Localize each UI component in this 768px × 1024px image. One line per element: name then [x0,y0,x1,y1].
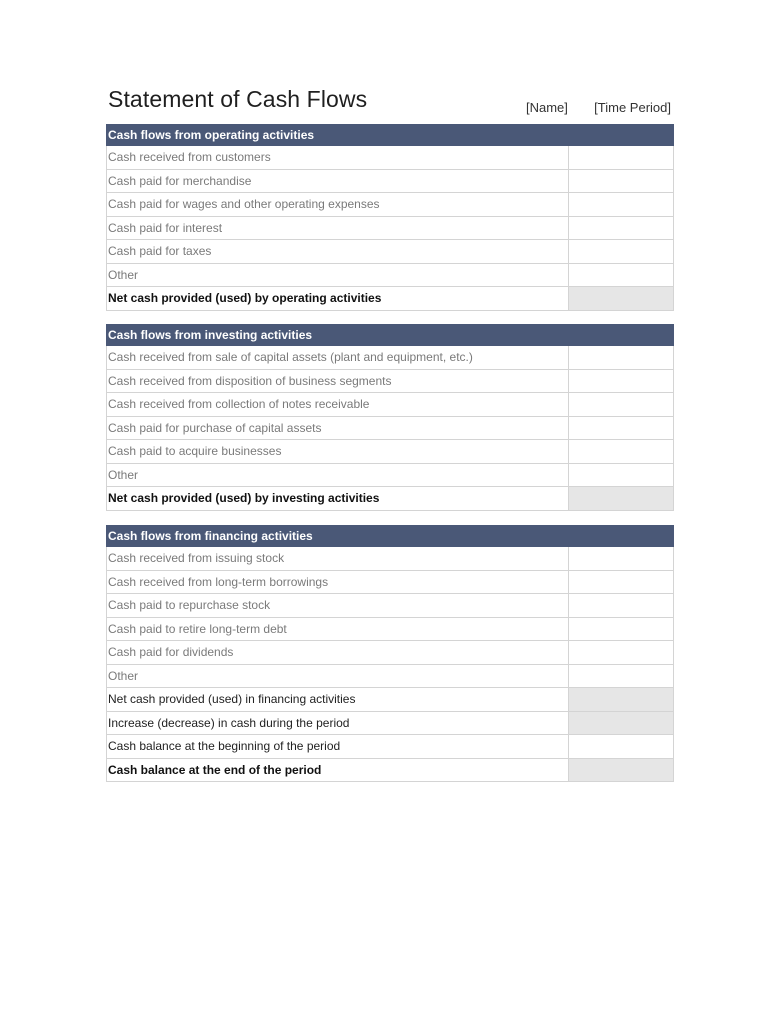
total-label: Net cash provided (used) by operating activities [107,287,569,310]
row-label: Cash paid for wages and other operating expenses [107,193,569,216]
table-row [106,571,674,595]
total-row [106,487,674,511]
amount-cell[interactable] [569,464,673,487]
table-row [106,547,674,571]
ending-balance-amount-cell[interactable] [569,759,673,782]
amount-cell[interactable] [569,571,673,594]
amount-cell[interactable] [569,146,673,169]
ending-balance-row [106,759,674,783]
cash-increase-row [106,712,674,736]
row-label: Cash received from customers [107,146,569,169]
table-row [106,346,674,370]
total-row [106,287,674,311]
financing-section-header: Cash flows from financing activities [106,525,674,547]
row-label: Cash paid for interest [107,217,569,240]
table-row [106,170,674,194]
net-financing-amount-cell[interactable] [569,688,673,711]
investing-section [106,324,674,511]
operating-section-header: Cash flows from operating activities [106,124,674,146]
table-row [106,440,674,464]
cash-increase-amount-cell[interactable] [569,712,673,735]
table-row [106,665,674,689]
amount-cell[interactable] [569,440,673,463]
row-label: Other [107,665,569,688]
table-row [106,393,674,417]
amount-cell[interactable] [569,170,673,193]
row-label: Cash received from sale of capital assets (plant and equipment, etc.) [107,346,569,369]
row-label: Cash paid for dividends [107,641,569,664]
beginning-balance-label: Cash balance at the beginning of the period [107,735,569,758]
row-label: Other [107,264,569,287]
table-row [106,264,674,288]
row-label: Cash paid to repurchase stock [107,594,569,617]
amount-cell[interactable] [569,547,673,570]
table-row [106,417,674,441]
beginning-balance-amount-cell[interactable] [569,735,673,758]
beginning-balance-row [106,735,674,759]
amount-cell[interactable] [569,193,673,216]
table-row [106,641,674,665]
row-label: Cash paid for taxes [107,240,569,263]
table-row [106,370,674,394]
row-label: Cash paid to acquire businesses [107,440,569,463]
amount-cell[interactable] [569,618,673,641]
table-row [106,464,674,488]
financing-section [106,525,674,782]
name-field[interactable]: [Name] [526,100,568,115]
row-label: Cash received from disposition of business segments [107,370,569,393]
row-label: Cash received from long-term borrowings [107,571,569,594]
table-row [106,217,674,241]
page-title: Statement of Cash Flows [108,86,368,112]
cash-increase-label: Increase (decrease) in cash during the period [107,712,569,735]
time-period-field[interactable]: [Time Period] [594,100,671,115]
amount-cell[interactable] [569,417,673,440]
operating-section [106,124,674,311]
table-row [106,618,674,642]
table-row [106,594,674,618]
amount-cell[interactable] [569,370,673,393]
amount-cell[interactable] [569,264,673,287]
amount-cell[interactable] [569,665,673,688]
row-label: Cash paid to retire long-term debt [107,618,569,641]
amount-cell[interactable] [569,393,673,416]
row-label: Other [107,464,569,487]
net-financing-label: Net cash provided (used) in financing activities [107,688,569,711]
investing-section-header: Cash flows from investing activities [106,324,674,346]
row-label: Cash received from issuing stock [107,547,569,570]
ending-balance-label: Cash balance at the end of the period [107,759,569,782]
total-amount-cell[interactable] [569,287,673,310]
table-row [106,146,674,170]
row-label: Cash paid for merchandise [107,170,569,193]
total-amount-cell[interactable] [569,487,673,510]
row-label: Cash paid for purchase of capital assets [107,417,569,440]
total-label: Net cash provided (used) by investing activities [107,487,569,510]
amount-cell[interactable] [569,641,673,664]
amount-cell[interactable] [569,217,673,240]
amount-cell[interactable] [569,346,673,369]
amount-cell[interactable] [569,594,673,617]
amount-cell[interactable] [569,240,673,263]
row-label: Cash received from collection of notes receivable [107,393,569,416]
table-row [106,240,674,264]
table-row [106,193,674,217]
net-financing-row [106,688,674,712]
document-header [107,86,673,120]
